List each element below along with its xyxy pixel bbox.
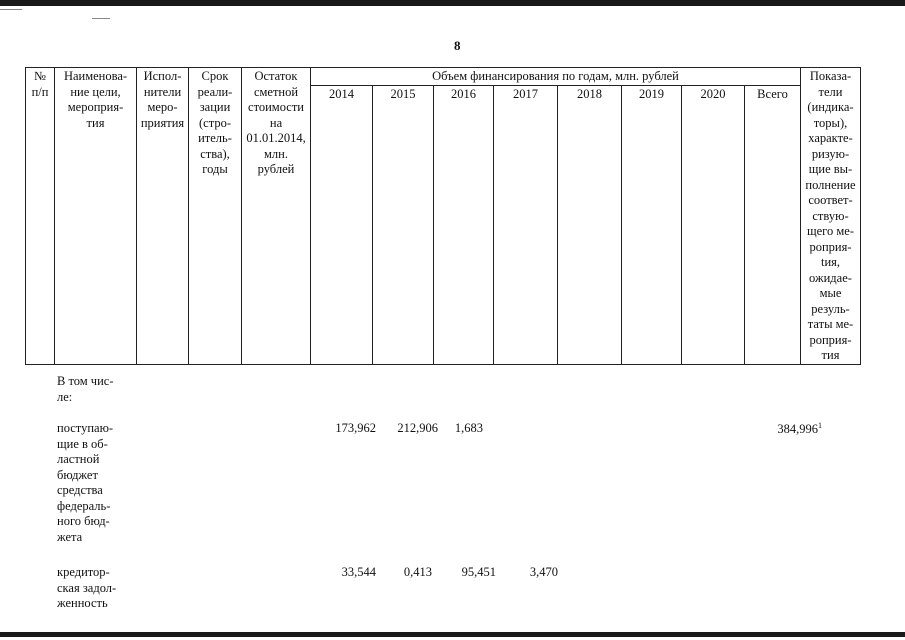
scan-artifact (92, 18, 110, 19)
header-year-2020: 2020 (682, 86, 745, 364)
federal-2014-value: 173,962 (335, 421, 376, 435)
header-indicators: Показа- тели (индика- торы), характе- ризую- щие вы- полнение соответ- ствую- щего ме- роприя- tия, ожидае- мые резуль- таты ме- роприя- тия (801, 68, 861, 365)
federal-total-number: 384,996 (777, 422, 818, 437)
federal-2015-value: 212,906 (397, 421, 438, 435)
header-year-2015: 2015 (373, 86, 434, 364)
header-year-2018: 2018 (558, 86, 622, 364)
top-border-rule (0, 0, 905, 6)
header-year-2019: 2019 (622, 86, 682, 364)
bottom-border-rule (0, 632, 905, 637)
header-number: № п/п (26, 68, 55, 365)
federal-total-value (752, 421, 822, 437)
header-year-2014: 2014 (311, 86, 373, 364)
header-row-top (26, 68, 861, 86)
financing-table (25, 67, 861, 365)
header-remainder: Остаток сметной стоимости на 01.01.2014, млн. рублей (242, 68, 311, 365)
federal-2016-value: 1,683 (454, 421, 483, 435)
header-name: Наименова- ние цели, мероприя- тия (55, 68, 137, 365)
header-year-2017: 2017 (494, 86, 558, 364)
scan-artifact (0, 9, 22, 10)
header-funding-group: Объем финансирования по годам, млн. рублей (311, 68, 801, 86)
header-period: Срок реали- зации (стро- итель- ства), годы (189, 68, 242, 365)
payables-2016-value: 95,451 (461, 565, 496, 579)
header-year-2016: 2016 (434, 86, 494, 364)
header-executors: Испол- нители меро- приятия (137, 68, 189, 365)
payables-row-name: кредитор- ская задол- женность (57, 565, 117, 610)
page-number: 8 (454, 38, 461, 53)
header-total: Всего (745, 86, 801, 364)
payables-2014-value: 33,544 (341, 565, 376, 579)
payables-2015-value: 0,413 (403, 565, 432, 579)
federal-total-footnote: 1 (818, 421, 822, 430)
payables-2017-value: 3,470 (529, 565, 558, 579)
including-label: В том чис- ле: (57, 374, 114, 404)
federal-row-name: поступаю- щие в об- ластной бюджет средства федераль- ного бюд- жета (57, 421, 114, 544)
